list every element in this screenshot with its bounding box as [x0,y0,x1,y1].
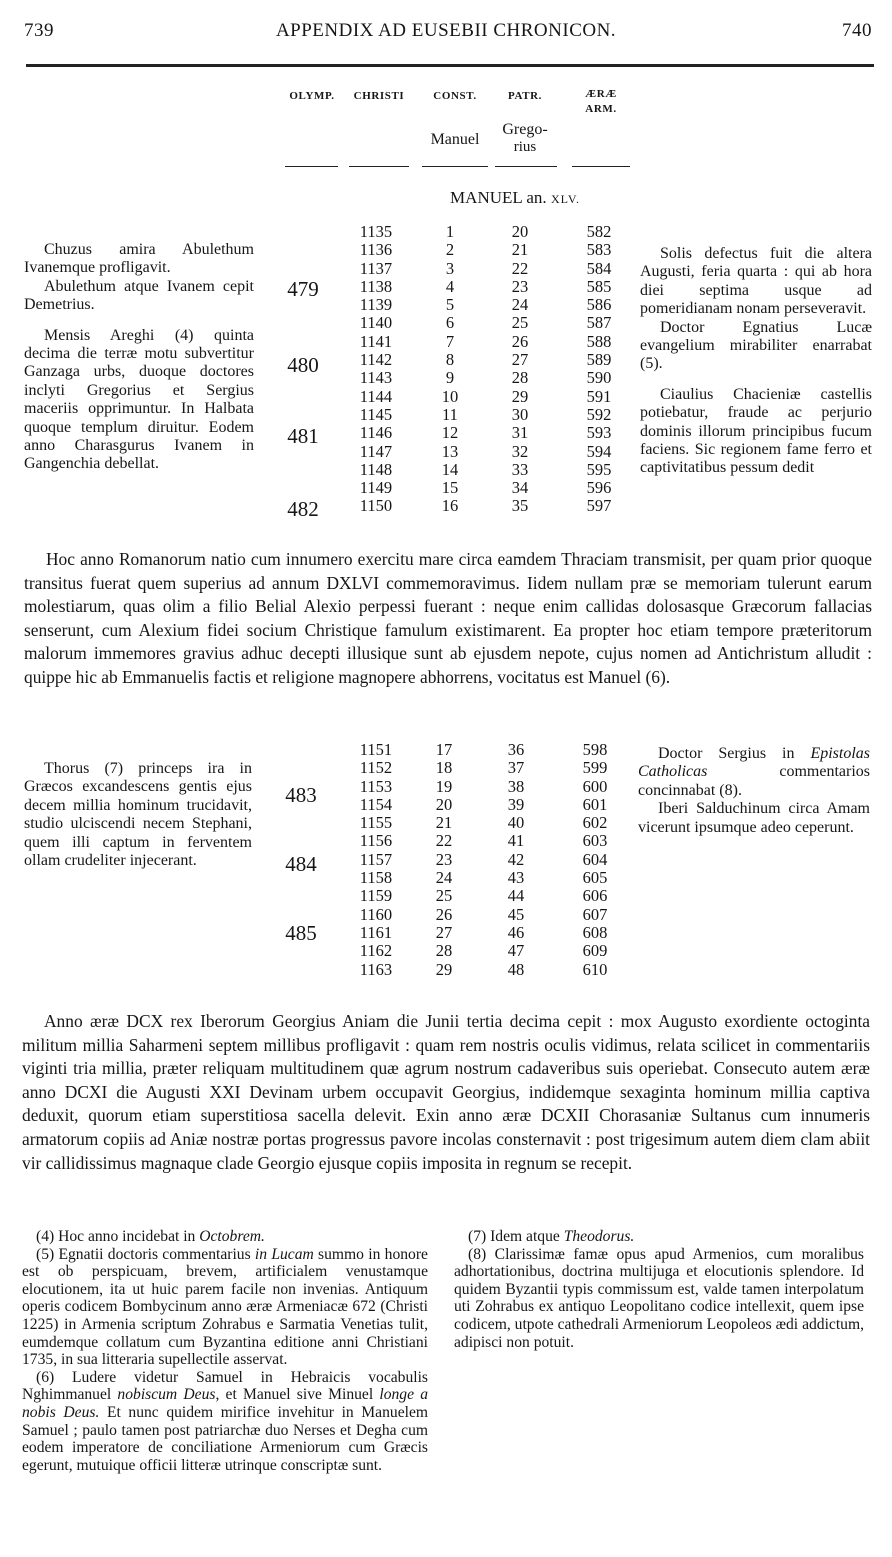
annotation-text [638,745,870,800]
table2-const: 27 [435,922,453,942]
table1-patr: 24 [511,295,529,315]
olympiad-number: 485 [285,921,317,945]
table1-aerae: 584 [586,258,612,278]
chronicle-paragraph-2 [22,1010,870,1175]
table2-left-annotation [24,760,252,870]
table2-aerae: 598 [582,740,608,759]
table1-const: 5 [445,295,455,315]
olympiad-number: 484 [285,852,317,876]
table1-patr: 30 [511,404,529,424]
table1-christi: 1146 [359,423,393,443]
table1-const: 3 [445,258,455,278]
olympiad-number: 480 [287,353,319,377]
chronicle-paragraph-1 [24,548,872,690]
footnotes-right [454,1228,864,1351]
footnotes-left [22,1228,428,1474]
footnote-italic: nobiscum Deus [117,1386,216,1404]
footnote-text: (5) Egnatii doctoris commentarius [36,1245,255,1263]
table1-patr: 26 [511,331,529,351]
table1-christi: 1137 [359,258,393,278]
table2-christi: 1161 [359,922,393,942]
annotation-text: Thorus (7) princeps ira in Græcos excandescens gentis ejus decem millia hominum trucidavit, studio ulciscendi necem Stephani, quem illi captum in ferventem ollam crudeliter injecerant. [24,760,252,870]
col-aerae-header-2: ARM. [585,103,617,115]
table2-aerae: 604 [582,849,608,869]
table1-patr: 34 [511,478,529,498]
table1-christi: 1136 [359,240,393,260]
footnote-text: (6) Ludere videtur Samuel in Hebraicis vocabulis Nghimmanuel [22,1368,428,1404]
table1-patr: 27 [511,350,529,370]
paragraph-text: Hoc anno Romanorum natio cum innumero exercitu mare circa eamdem Thraciam transmisit, per quam prior quoque transitus fuerat quem superius ad annum DXLVI commemoravimus. Iidem nullam præ se memoriam tulerunt earum molestiarum, quas olim a filio Belial Alexio perpessi fuerant : neque enim callidas dolosasque Græcorum fallacias senserunt, cum Alexium fidei socium Christique famulum existimarent. Ea propter hoc etiam tempore præteritorum malorum immemores gravius adhuc decepti illusique sunt ab ejusdem nepote, cujus nomen ad Antichristum alludit : quippe hic ab Emmanuelis factis et religione magnopere abhorrens, vocitatus est Manuel (6). [24,549,872,687]
header-rule [26,64,874,67]
table1-aerae: 595 [586,459,612,479]
table2-aerae: 605 [582,868,608,888]
table1-patr: 28 [511,368,529,388]
patr-name-2: rius [513,139,537,155]
table2-patr: 37 [507,758,525,778]
table1-aerae: 589 [586,350,612,370]
table2-patr: 48 [507,959,525,979]
reign-name: MANUEL an. [450,188,547,207]
table2-christi: 1155 [359,813,393,833]
table1-const: 4 [445,276,455,296]
table1-const: 9 [445,368,455,388]
table1-const: 13 [441,441,459,461]
footnote-text: (4) Hoc anno incidebat in [36,1228,200,1245]
table1-christi: 1138 [359,276,393,296]
table1-const: 16 [441,496,459,516]
table1-right-annotations [640,245,872,478]
table1-const: 11 [442,404,458,424]
table2-patr-column [494,741,538,979]
table2-christi: 1151 [359,740,393,759]
table2-const: 21 [435,813,453,833]
table1-aerae: 583 [586,240,612,260]
table1-const: 10 [441,386,459,406]
table2-christi: 1156 [359,831,393,851]
col-underline [285,166,338,167]
table2-const: 18 [435,758,453,778]
table1-christi: 1145 [359,404,393,424]
col-const-header: CONST. [433,90,477,102]
table2-const: 25 [435,886,453,906]
table2-aerae: 602 [582,813,608,833]
table2-patr: 41 [507,831,525,851]
annotation-text: Mensis Areghi (4) quinta decima die terræ motu subvertitur Ganzaga urbs, duoque doctores inclyti Gregorius et Sergius maceriis opprimuntur. In Halbata quoque templum diruitur. Eodem anno Charasgurus Ivanem in Gangenchia debellat. [24,326,254,473]
table2-patr: 46 [507,922,525,942]
col-christi-header: CHRISTI [353,90,405,102]
table1-aerae: 596 [586,478,612,498]
table1-christi: 1139 [359,295,393,315]
table1-patr: 33 [511,459,529,479]
table1-aerae: 597 [586,496,612,516]
olympiad-number: 483 [285,783,317,807]
footnote-italic: Octobrem. [199,1228,265,1245]
table1-const: 14 [441,459,459,479]
table1-aerae: 588 [586,331,612,351]
table2-patr: 43 [507,868,525,888]
table1-const: 12 [441,423,459,443]
table2-const: 20 [435,794,453,814]
col-olymp-header: OLYMP. [289,90,335,102]
table2-patr: 44 [507,886,525,906]
table2-right-annotations [638,745,870,837]
table1-aerae: 585 [586,276,612,296]
table2-const: 28 [435,941,453,961]
table1-patr: 25 [511,313,529,333]
table2-christi: 1154 [359,794,393,814]
table1-const: 15 [441,478,459,498]
table2-patr: 39 [507,794,525,814]
table2-aerae: 608 [582,922,608,942]
table2-patr: 42 [507,849,525,869]
table2-patr: 47 [507,941,525,961]
footnote-italic: longe a nobis Deus. [22,1386,428,1421]
olympiad-number: 481 [287,424,319,448]
const-emperor-name: Manuel [430,131,480,148]
running-title: APPENDIX AD EUSEBII CHRONICON. [275,20,617,41]
table2-christi: 1163 [359,959,393,979]
paragraph-text: Anno æræ DCX rex Iberorum Georgius Aniam die Junii tertia decima cepit : mox Augusto exordiente octoginta militum millia Saharmeni septem millibus profligavit : quam rem nostris oculis vidimus, relata scilicet in commentariis viginti tria millia, præter reliquam multitudinem quæ agrum nostrum cadaveribus suis operiebat. Consecuto autem æræ anno DCXI die Augusti XXI Devinam urbem occupavit Georgius, indidemque sexaginta hominum millia captiva deduxit, quorum etiam superstitiosa sacella delevit. Exin anno æræ DCXII Chorasaniæ Sultanus cum innumeris armatorum copiis ad Aniæ nostræ portas progressus pavore incolas consternavit : post trigesimum autem diem clam abiit vir callidissimus magnaque clade Georgio ejusque copiis imposita in regnum se recepit. [22,1011,870,1173]
table2-aerae: 600 [582,776,608,796]
table1-christi: 1141 [359,331,393,351]
footnote-5 [22,1246,428,1369]
col-patr-header: PATR. [507,90,543,102]
table1-christi-column [346,223,406,516]
table1-patr-column [498,223,542,516]
annotation-text: Iberi Salduchinum circa Amam vicerunt ipsumque adeo ceperunt. [638,800,870,836]
table2-const: 29 [435,959,453,979]
table2-const: 26 [435,904,453,924]
table2-patr: 36 [507,740,525,759]
table1-christi: 1150 [359,496,393,516]
table2-aerae: 601 [582,794,608,814]
table1-patr: 32 [511,441,529,461]
table1-const: 2 [445,240,455,260]
table1-christi: 1142 [359,350,393,370]
col-aerae-header: ÆRÆ [585,88,617,100]
annotation-span: Doctor Sergius in [658,745,811,762]
table2-christi: 1160 [359,904,393,924]
table2-patr: 38 [507,776,525,796]
annotation-text: Solis defectus fuit die altera Augusti, feria quarta : qui ab hora diei septima usque ad pomeridianam nonam perseveravit. [640,245,872,318]
table1-aerae: 594 [586,441,612,461]
table1-patr: 29 [511,386,529,406]
footnote-7 [454,1228,864,1246]
col-underline [349,166,409,167]
table2-aerae: 607 [582,904,608,924]
annotation-span: commentarios concinnabat (8). [638,763,870,799]
table2-aerae: 603 [582,831,608,851]
footnote-text: summo in honore est ob perspicuam, brevem, artificialem venustamque elocutionem, ita ut huic parem facile non invenias. Antiquum operis codicem Bombycinum anno æræ Armeniacæ 672 (Christi 1225) in Armenia scriptum Zohrabus e Sarmatia Venetias tulit, eumdemque collatum cum Byzantina editione anni Christiani 1735, in sua litteraria supellectile asservat. [22,1245,428,1369]
table1-patr: 22 [511,258,529,278]
table1-christi: 1148 [359,459,393,479]
footnote-text: , et Manuel sive Minuel [215,1386,380,1404]
col-underline [495,166,557,167]
table1-left-annotations [24,241,254,474]
footnote-italic: in Lucam [254,1245,314,1263]
table1-aerae: 590 [586,368,612,388]
table1-patr: 20 [511,222,529,241]
table2-christi: 1157 [359,849,393,869]
table1-const: 6 [445,313,455,333]
table1-aerae: 593 [586,423,612,443]
table1-aerae: 587 [586,313,612,333]
table1-aerae: 591 [586,386,612,406]
olympiad-number: 479 [287,277,319,301]
table2-aerae: 606 [582,886,608,906]
table2-patr: 45 [507,904,525,924]
table1-aerae: 582 [586,222,612,241]
table1-christi: 1144 [359,386,393,406]
footnote-8: (8) Clarissimæ famæ opus apud Armenios, cum moralibus adhortationibus, doctrina multijuga et elocutionis splendore. Id quidem Byzantii typis commissum est, valde tamen interpolatum uti Zohrabus ex antiquo Leopolitano codice intellexit, quem ipse codicem, utpote cathedrali Armeniorum Leopoleos ædi addictum, adipisci non potuit. [454,1245,864,1351]
table1-patr: 31 [511,423,529,443]
annotation-text: Chuzus amira Abulethum Ivanemque profligavit. [24,241,254,277]
table1-christi: 1147 [359,441,393,461]
footnote-text: Et nunc quidem mirifice invehitur in Manuelem Samuel ; paulo tamen post patriarchæ duo Nerses et Degha cum eodem imperatore de conciliatione Armeniorum cum Græcis egerunt, mutuique officii litteræ utrinque conscriptæ sunt. [22,1403,428,1474]
annotation-italic: Epistolas Catholicas [638,745,870,781]
annotation-text: Abulethum atque Ivanem cepit Demetrius. [24,277,254,314]
table1-const: 1 [445,222,455,241]
table1-christi: 1149 [359,478,393,498]
olympiad-number: 482 [287,497,319,521]
table2-aerae: 610 [582,959,608,979]
page-number-left: 739 [24,20,54,41]
table2-christi-column [346,741,406,979]
table2-christi: 1152 [359,758,393,778]
footnote-6 [22,1369,428,1475]
table2-const: 24 [435,868,453,888]
table2-christi: 1162 [359,941,393,961]
table2-const: 23 [435,849,453,869]
table1-patr: 35 [511,496,529,516]
table1-const: 7 [445,331,455,351]
annotation-text: Doctor Egnatius Lucæ evangelium mirabiliter enarrabat (5). [640,318,872,373]
table2-const: 22 [435,831,453,851]
table1-aerae: 592 [586,404,612,424]
table1-christi: 1135 [359,222,393,241]
table1-aerae-column [576,223,622,516]
table2-christi: 1158 [359,868,393,888]
table1-const: 8 [445,350,455,370]
patr-name-1: Grego- [502,121,548,138]
table1-const-column [428,223,472,516]
footnote-italic: Theodorus. [563,1228,635,1245]
table1-christi: 1143 [359,368,393,388]
table1-christi: 1140 [359,313,393,333]
table2-christi: 1153 [359,776,393,796]
table2-aerae: 609 [582,941,608,961]
reign-years: XLV. [550,192,580,206]
table1-patr: 21 [511,240,529,260]
table2-christi: 1159 [359,886,393,906]
page-number-right: 740 [842,20,872,41]
footnote-text: (7) Idem atque [468,1228,564,1245]
table2-aerae: 599 [582,758,608,778]
annotation-text: Ciaulius Chacieniæ castellis potiebatur, fraude ac perjurio dominis illorum principibus fucum faciens. Sic regionem fame ferro et captivitatibus pessum dedit [640,385,872,477]
table2-const-column [422,741,466,979]
reign-heading [400,188,630,208]
table2-const: 19 [435,776,453,796]
footnote-4 [22,1228,428,1246]
table2-aerae-column [572,741,618,979]
table1-patr: 23 [511,276,529,296]
table2-const: 17 [435,740,453,759]
col-underline [572,166,630,167]
table2-patr: 40 [507,813,525,833]
table1-aerae: 586 [586,295,612,315]
col-underline [422,166,488,167]
